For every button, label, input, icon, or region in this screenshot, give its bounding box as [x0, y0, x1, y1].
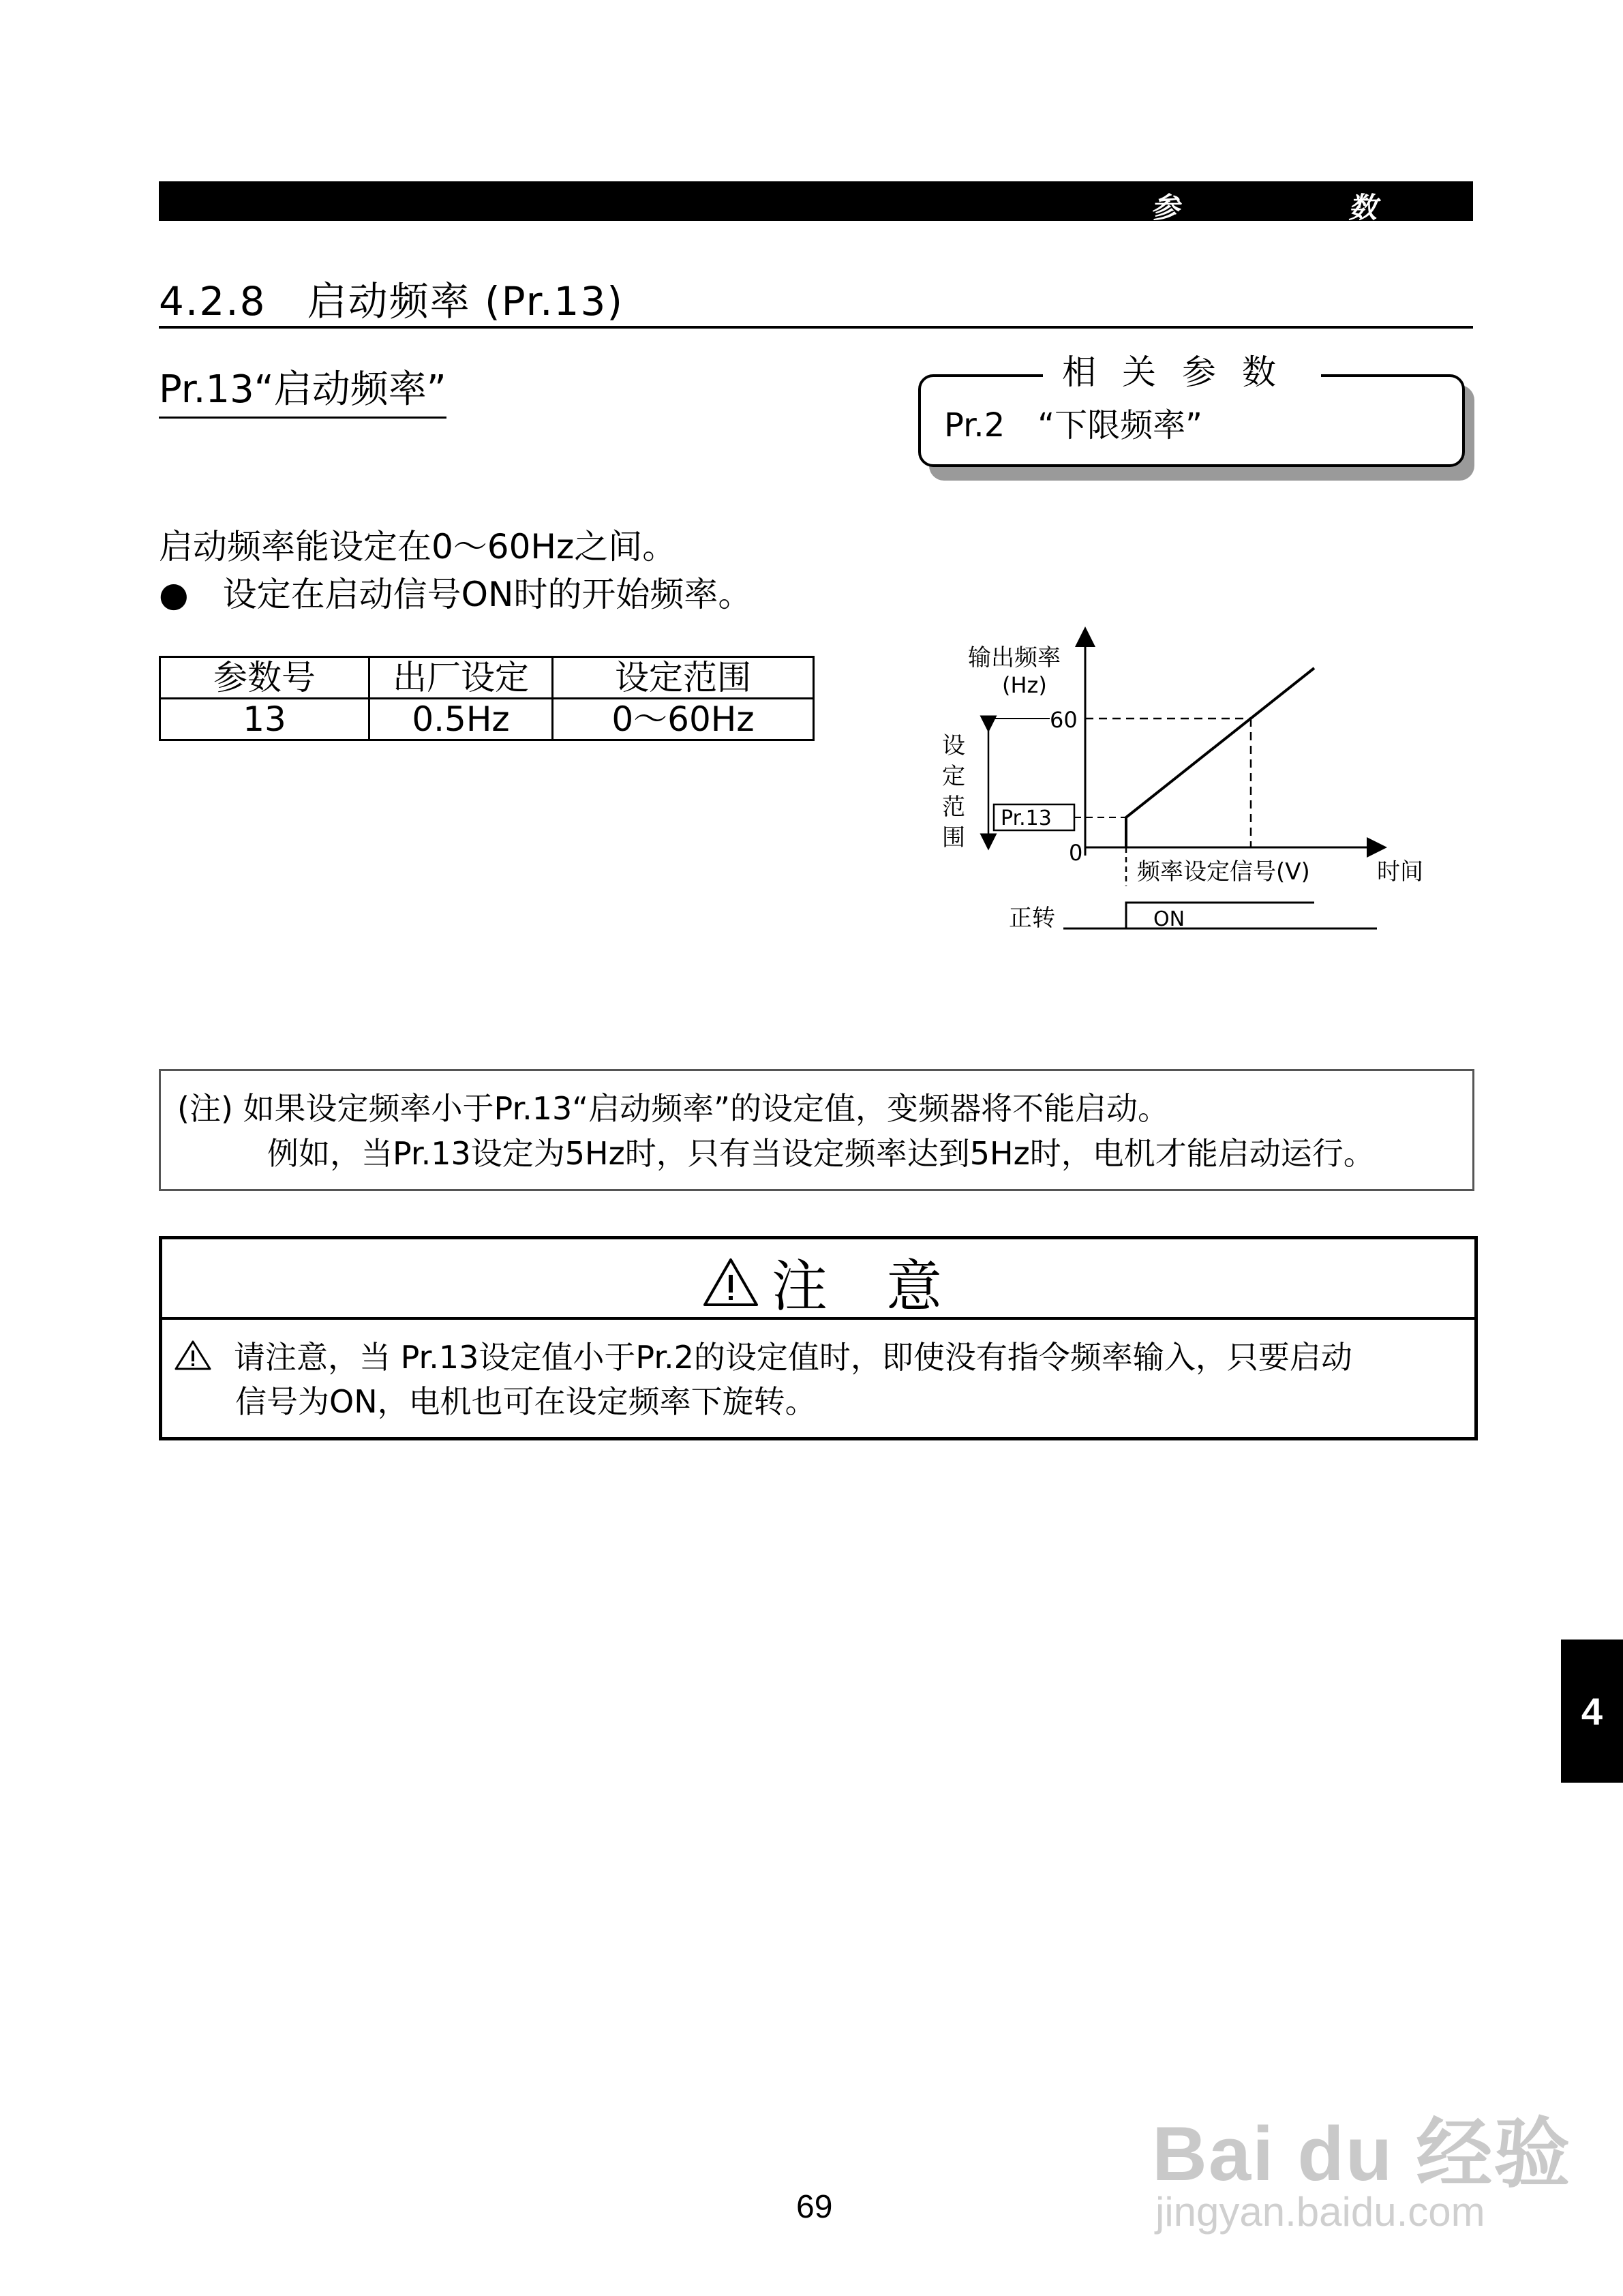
related-params-title: 相关参数: [1043, 345, 1321, 394]
table-cell: 0.5Hz: [369, 699, 553, 740]
body-text-start: ● 设定在启动信号ON时的开始频率。: [159, 575, 753, 614]
pr13-marker-label: Pr.13: [1001, 806, 1052, 830]
range-label-2: 定: [942, 763, 965, 790]
range-label-1: 设: [942, 732, 965, 759]
warning-small-icon: [174, 1339, 212, 1372]
caution-title: [702, 1242, 962, 1322]
header-label-2: 数: [1348, 191, 1378, 224]
y-tick-0: 0: [1069, 840, 1083, 866]
related-param-item: Pr.2 “下限频率”: [944, 406, 1202, 444]
table-header: 参数号: [160, 657, 369, 699]
on-label: ON: [1153, 907, 1185, 931]
parameter-table: [159, 656, 815, 741]
x-axis-label: 时间: [1377, 858, 1423, 886]
header-label-1: 参: [1151, 191, 1180, 224]
table-cell: 13: [160, 699, 369, 740]
forward-label: 正转: [1009, 905, 1055, 932]
note-line-2: 例如，当Pr.13设定为5Hz时，只有当设定频率达到5Hz时，电机才能启动运行。: [267, 1135, 1375, 1172]
header-bar: [159, 181, 1473, 224]
y-axis-unit: (Hz): [1002, 672, 1047, 698]
table-header: 设定范围: [553, 657, 814, 699]
parameter-heading: Pr.13“启动频率”: [159, 359, 446, 419]
watermark-logo: Bai du 经验: [1152, 2111, 1572, 2196]
warning-icon: [702, 1257, 759, 1308]
caution-text-1: 请注意，当 Pr.13设定值小于Pr.2的设定值时，即使没有指令频率输入，只要启动: [234, 1339, 1352, 1376]
section-title: 4.2.8 启动频率 (Pr.13): [159, 278, 624, 324]
caution-line-1: [174, 1333, 1352, 1378]
signal-label: 频率设定信号(V): [1137, 858, 1310, 886]
section-rule: [159, 326, 1473, 329]
y-tick-60: 60: [1050, 707, 1078, 733]
page-number: 69: [796, 2189, 833, 2225]
start-frequency-chart: [913, 614, 1445, 941]
table-row: [160, 699, 814, 740]
range-label-4: 围: [942, 824, 965, 851]
range-label-3: 范: [942, 794, 965, 821]
forward-signal-line: [1063, 903, 1314, 928]
table-header-row: [160, 657, 814, 699]
body-text-range: 启动频率能设定在0～60Hz之间。: [159, 527, 677, 567]
frequency-line: [1126, 668, 1314, 847]
caution-line-2: 信号为ON，电机也可在设定频率下旋转。: [235, 1383, 817, 1420]
y-axis-label: 输出频率: [968, 644, 1061, 671]
caution-title-text: 注 意: [772, 1254, 963, 1319]
note-line-1: (注) 如果设定频率小于Pr.13“启动频率”的设定值，变频器将不能启动。: [177, 1090, 1169, 1127]
table-header: 出厂设定: [369, 657, 553, 699]
chapter-tab: 4: [1561, 1640, 1623, 1783]
table-cell: 0～60Hz: [553, 699, 814, 740]
watermark-url: jingyan.baidu.com: [1155, 2189, 1485, 2235]
